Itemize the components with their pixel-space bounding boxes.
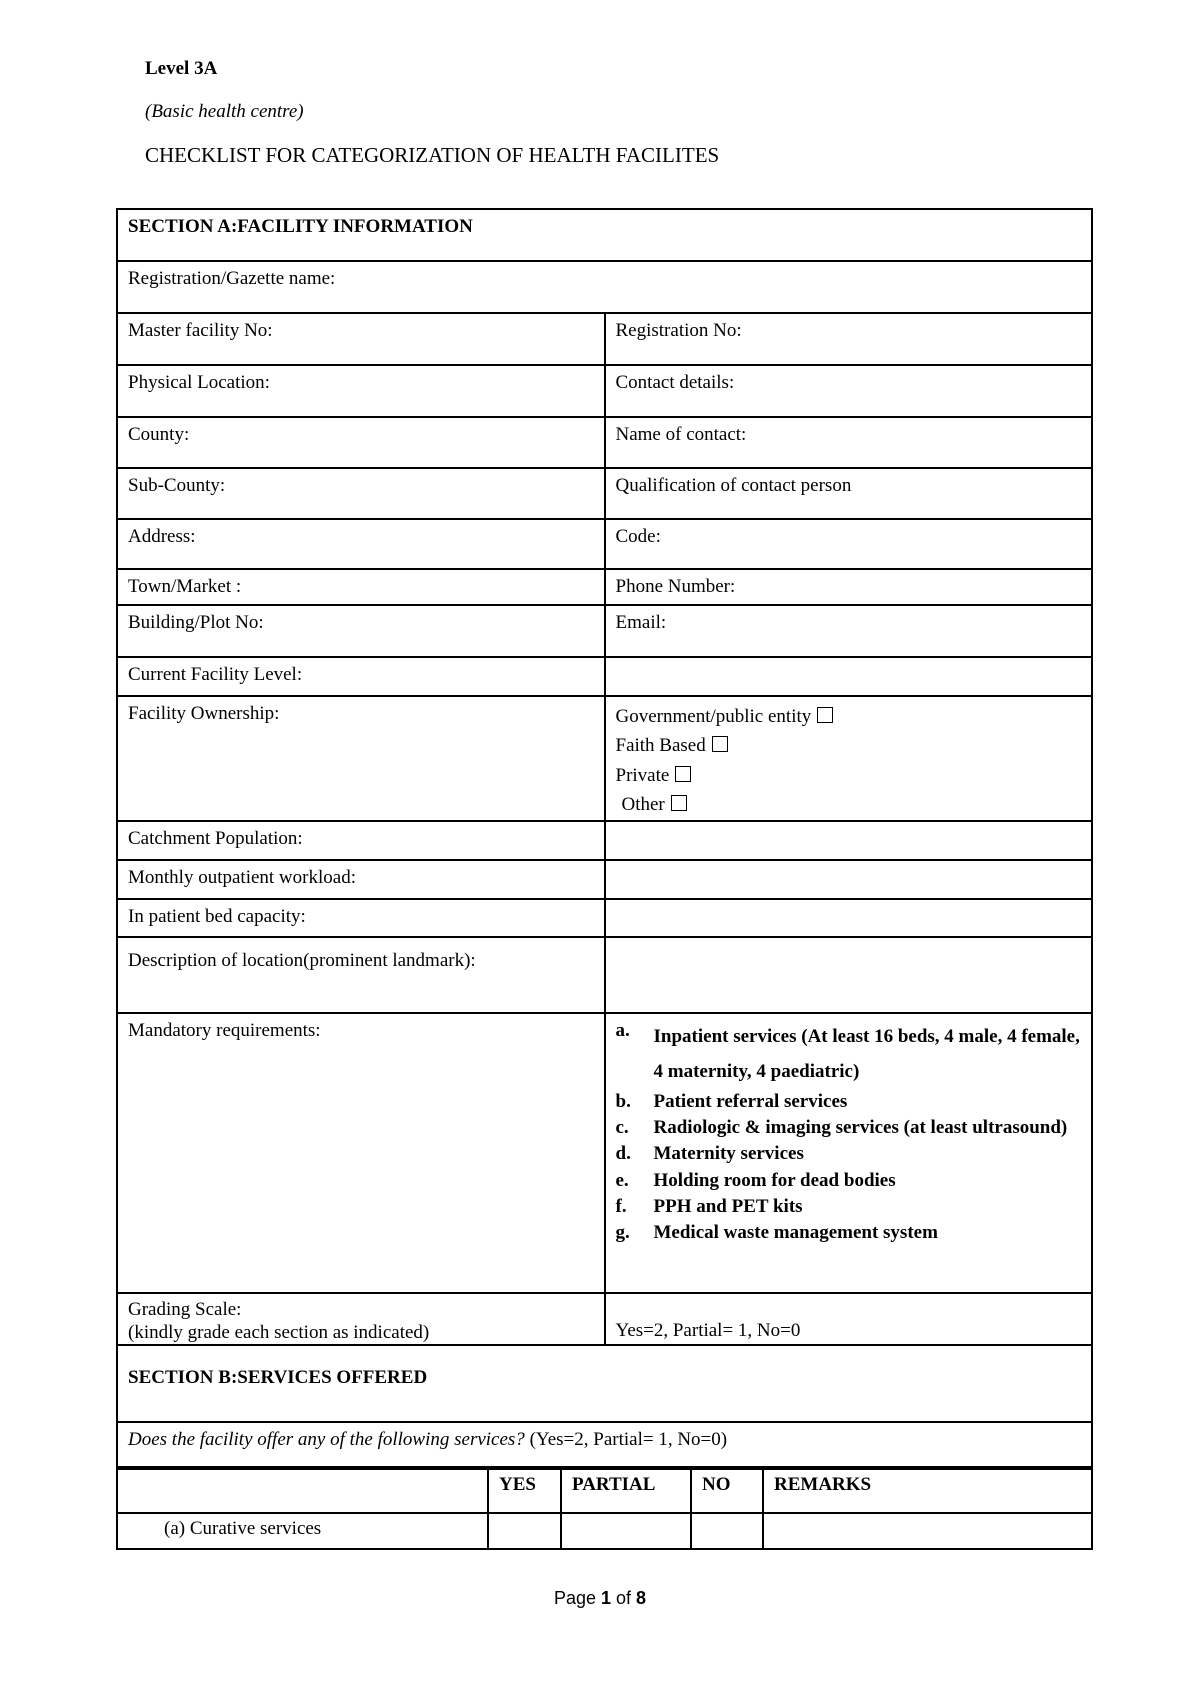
facility-type-subtitle: (Basic health centre) [145, 101, 304, 122]
current-facility-level-field: Current Facility Level: [117, 657, 605, 696]
current-facility-level-value [605, 657, 1093, 696]
column-header-partial: PARTIAL [561, 1469, 691, 1513]
column-header-yes: YES [488, 1469, 561, 1513]
catchment-population-field: Catchment Population: [117, 821, 605, 860]
checkbox-icon[interactable] [671, 795, 687, 811]
document-title: CHECKLIST FOR CATEGORIZATION OF HEALTH FACILITES [145, 143, 720, 167]
name-of-contact-field: Name of contact: [605, 417, 1093, 468]
requirement-item: g. Medical waste management system [615, 1222, 938, 1244]
master-facility-no-field: Master facility No: [117, 313, 605, 365]
contact-qualification-field: Qualification of contact person [605, 468, 1093, 519]
physical-location-field: Physical Location: [117, 365, 605, 417]
grading-scale-label: Grading Scale: (kindly grade each section as indicated) [117, 1293, 605, 1346]
location-description-value [605, 937, 1093, 1013]
facility-ownership-options [605, 696, 1093, 821]
inpatient-bed-capacity-value [605, 899, 1093, 937]
monthly-outpatient-workload-field: Monthly outpatient workload: [117, 860, 605, 899]
requirement-item: e. Holding room for dead bodies [615, 1169, 896, 1191]
checkbox-icon[interactable] [712, 736, 728, 752]
services-table [116, 1468, 1093, 1550]
total-pages: 8 [636, 1588, 647, 1608]
requirement-item: b. Patient referral services [615, 1091, 848, 1113]
facility-information-table [116, 208, 1093, 1468]
mandatory-requirements-list [605, 1013, 1093, 1293]
county-field: County: [117, 417, 605, 468]
ownership-option-government: Government/public entity [616, 702, 1082, 731]
town-market-field: Town/Market : [117, 569, 605, 605]
monthly-outpatient-workload-value [605, 860, 1093, 899]
checkbox-icon[interactable] [675, 766, 691, 782]
ownership-option-faith-based: Faith Based [616, 731, 1082, 760]
mandatory-requirements-label: Mandatory requirements: [117, 1013, 605, 1293]
ownership-option-other: Other [616, 790, 1082, 819]
services-header-blank [117, 1469, 488, 1513]
checkbox-icon[interactable] [817, 707, 833, 723]
no-cell[interactable] [691, 1513, 763, 1549]
column-header-remarks: REMARKS [763, 1469, 1092, 1513]
registration-no-field: Registration No: [605, 313, 1093, 365]
building-plot-no-field: Building/Plot No: [117, 605, 605, 657]
requirement-item: d. Maternity services [615, 1143, 804, 1165]
services-question: Does the facility offer any of the following services? (Yes=2, Partial= 1, No=0) [117, 1422, 1092, 1467]
sub-county-field: Sub-County: [117, 468, 605, 519]
yes-cell[interactable] [488, 1513, 561, 1549]
address-field: Address: [117, 519, 605, 569]
requirement-item: c. Radiologic & imaging services (at least ultrasound) [615, 1117, 1068, 1139]
email-field: Email: [605, 605, 1093, 657]
curative-services-cell: (a) Curative services [117, 1513, 488, 1549]
catchment-population-value [605, 821, 1093, 860]
level-heading: Level 3A [145, 58, 218, 79]
section-b-title: SECTION B:SERVICES OFFERED [117, 1345, 1092, 1422]
inpatient-bed-capacity-field: In patient bed capacity: [117, 899, 605, 937]
ownership-option-private: Private [616, 761, 1082, 790]
code-field: Code: [605, 519, 1093, 569]
requirement-item: f. PPH and PET kits [615, 1195, 803, 1217]
column-header-no: NO [691, 1469, 763, 1513]
registration-name-field: Registration/Gazette name: [117, 261, 1092, 313]
table-row [117, 1513, 1092, 1549]
grading-scale-value: Yes=2, Partial= 1, No=0 [605, 1293, 1093, 1346]
location-description-field: Description of location(prominent landmark): [117, 937, 605, 1013]
phone-number-field: Phone Number: [605, 569, 1093, 605]
page-footer: Page 1 of 8 [553, 1588, 647, 1608]
facility-ownership-label: Facility Ownership: [117, 696, 605, 821]
section-a-title: SECTION A:FACILITY INFORMATION [117, 209, 1092, 261]
requirement-item: a. Inpatient services (At least 16 beds, 4 male, 4 female, 4 maternity, 4 paediatric) [615, 1019, 1080, 1082]
partial-cell[interactable] [561, 1513, 691, 1549]
remarks-cell[interactable] [763, 1513, 1092, 1549]
contact-details-field: Contact details: [605, 365, 1093, 417]
current-page-number: 1 [601, 1588, 612, 1608]
